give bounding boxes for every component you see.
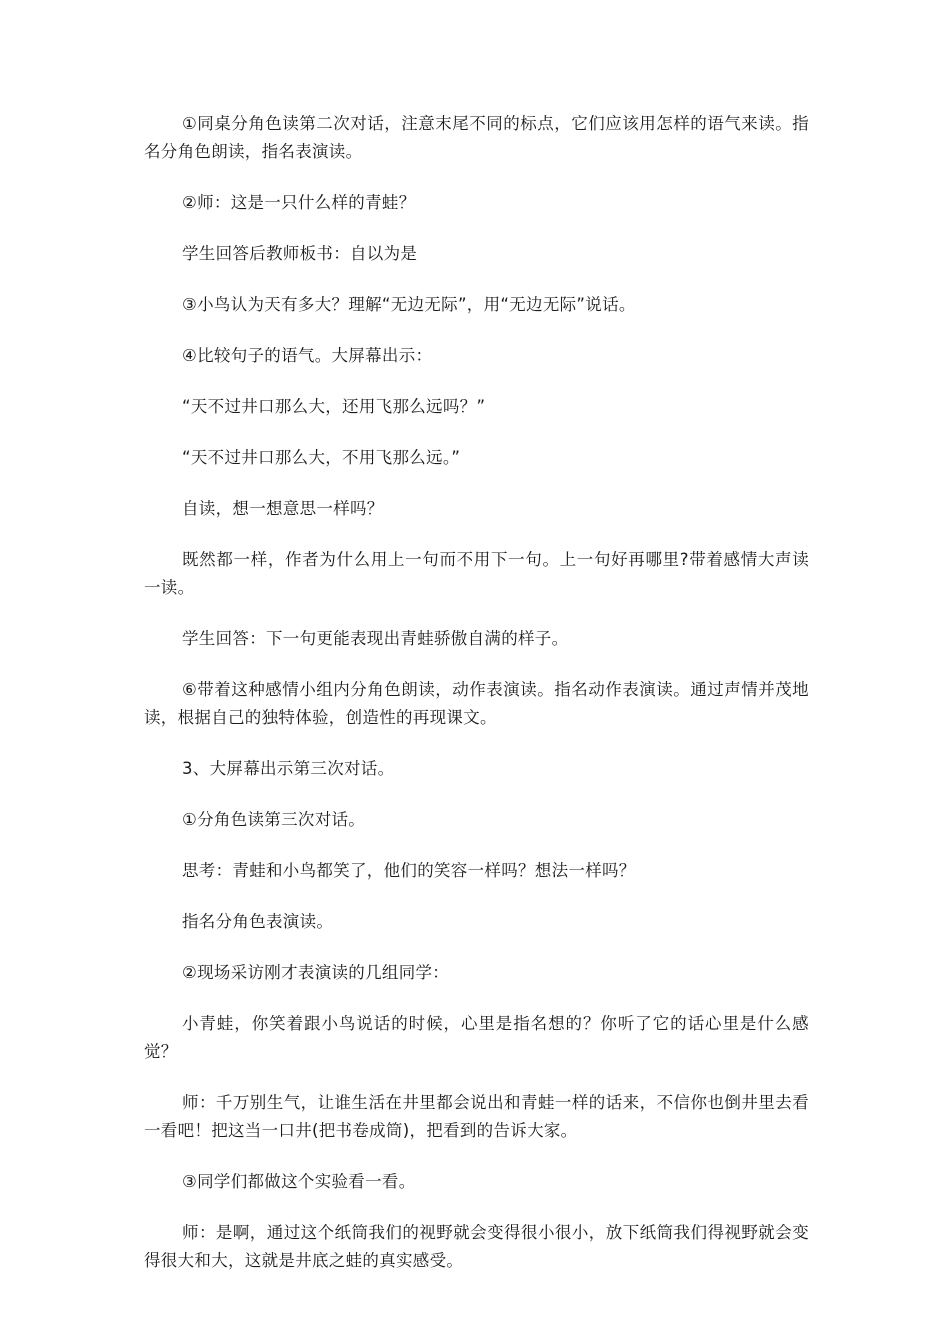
paragraph: ①同桌分角色读第二次对话，注意末尾不同的标点，它们应该用怎样的语气来读。指名分角色朗读，指名表演读。 [144, 114, 809, 161]
paragraph: ②师：这是一只什么样的青蛙？ [182, 193, 416, 212]
document-page [144, 110, 809, 1298]
paragraph: 师：千万别生气，让谁生活在井里都会说出和青蛙一样的话来，不信你也倒井里去看一看吧！把这当一口井(把书卷成筒)，把看到的告诉大家。 [144, 1093, 809, 1140]
paragraph: “天不过井口那么大，不用飞那么远。” [182, 448, 461, 467]
paragraph: ⑥带着这种感情小组内分角色朗读，动作表演读。指名动作表演读。通过声情并茂地读，根据自己的独特体验，创造性的再现课文。 [144, 680, 809, 727]
paragraph: ③小鸟认为天有多大？理解“无边无际”，用“无边无际”说话。 [182, 295, 636, 314]
paragraph: 思考：青蛙和小鸟都笑了，他们的笑容一样吗？想法一样吗？ [182, 861, 636, 880]
paragraph: 自读，想一想意思一样吗？ [182, 499, 384, 518]
paragraph: 指名分角色表演读。 [182, 912, 334, 931]
paragraph: ①分角色读第三次对话。 [182, 810, 366, 829]
paragraph: 既然都一样，作者为什么用上一句而不用下一句。上一句好再哪里?带着感情大声读一读。 [144, 550, 809, 597]
paragraph: 3、大屏幕出示第三次对话。 [182, 759, 395, 778]
paragraph: “天不过井口那么大，还用飞那么远吗？” [182, 397, 486, 416]
paragraph: 学生回答后教师板书：自以为是 [182, 244, 418, 263]
paragraph: 师：是啊，通过这个纸筒我们的视野就会变得很小很小，放下纸筒我们得视野就会变得很大和大，这就是井底之蛙的真实感受。 [144, 1223, 809, 1270]
paragraph: ④比较句子的语气。大屏幕出示： [182, 346, 433, 365]
paragraph: 学生回答：下一句更能表现出青蛙骄傲自满的样子。 [182, 629, 569, 648]
paragraph: ②现场采访刚才表演读的几组同学： [182, 963, 450, 982]
paragraph: ③同学们都做这个实验看一看。 [182, 1172, 416, 1191]
paragraph: 小青蛙，你笑着跟小鸟说话的时候，心里是指名想的？你听了它的话心里是什么感觉？ [144, 1014, 809, 1061]
